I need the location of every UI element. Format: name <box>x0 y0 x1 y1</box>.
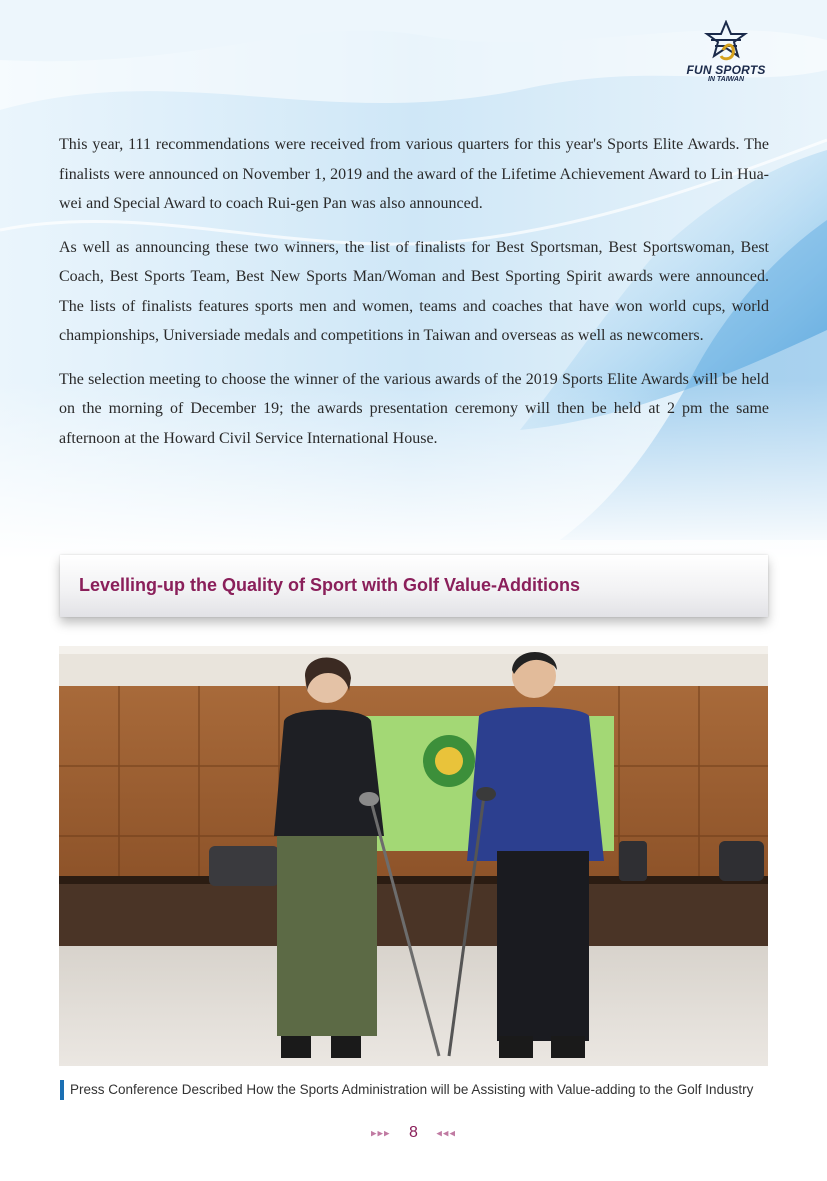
section-heading-box <box>60 555 768 617</box>
article-body <box>59 130 769 467</box>
photo-caption: Press Conference Described How the Sports Administration will be Assisting with Value-adding to the Golf Industry <box>60 1080 768 1100</box>
section-title: Levelling-up the Quality of Sport with Golf Value-Additions <box>79 575 581 595</box>
left-arrows-icon: ▸▸▸ <box>371 1127 391 1140</box>
logo-title: FUN SPORTS <box>686 63 766 77</box>
star-runner-icon <box>701 20 751 64</box>
paragraph-2: As well as announcing these two winners, the list of finalists for Best Sportsman, Best Sportswoman, Best Coach, Best Sports Team, Best New Sports Man/Woman and Best Sporting Spirit awards were announced. The lists of finalists features sports men and women, teams and coaches that have won world cups, world championships, Universiade medals and competitions in Taiwan and overseas as well as newcomers. <box>59 238 769 344</box>
press-conference-photo <box>59 646 768 1066</box>
page-number: 8 <box>409 1124 418 1141</box>
paragraph-3: The selection meeting to choose the winner of the various awards of the 2019 Sports Elite Awards will be held on the morning of December 19; the awards presentation ceremony will then be held at 2 pm the same afternoon at the Howard Civil Service International House. <box>59 370 769 447</box>
right-arrows-icon: ◂◂◂ <box>436 1127 456 1140</box>
paragraph-1: This year, 111 recommendations were received from various quarters for this year's Sports Elite Awards. The finalists were announced on November 1, 2019 and the award of the Lifetime Achievement Award to Lin Hua-wei and Special Award to coach Rui-gen Pan was also announced. <box>59 136 769 212</box>
fun-sports-logo <box>683 20 769 92</box>
logo-subtitle: IN TAIWAN <box>707 76 745 83</box>
page-footer <box>0 1124 827 1142</box>
